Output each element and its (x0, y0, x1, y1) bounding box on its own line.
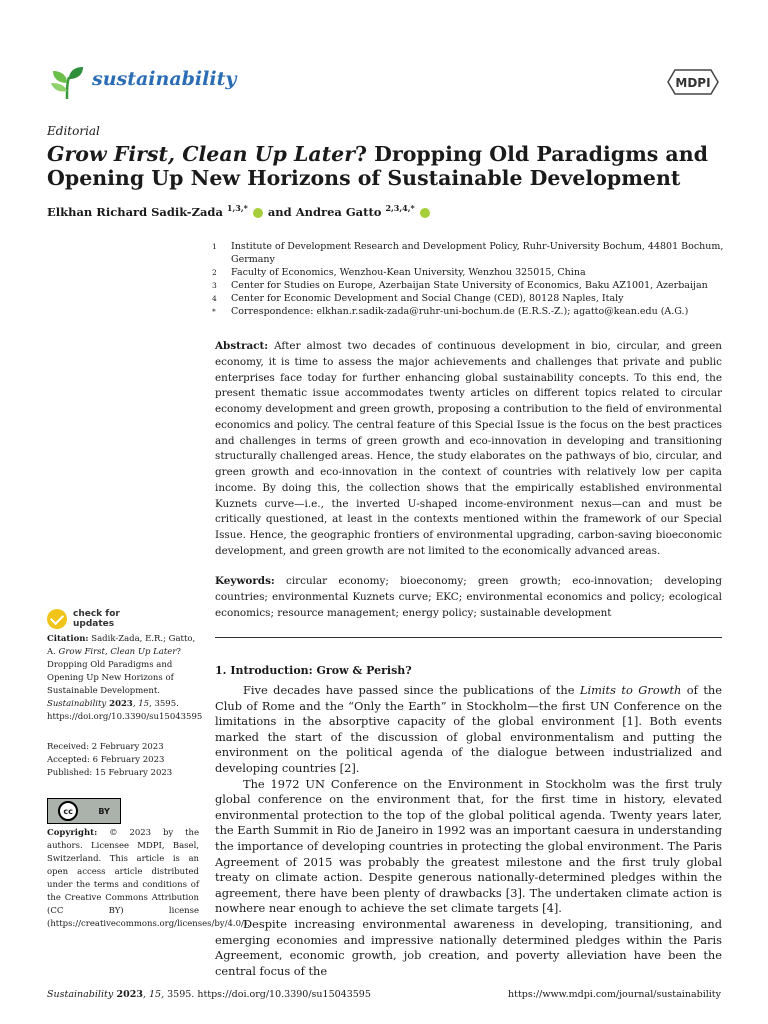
footer-citation[interactable]: Sustainability 2023, 15, 3595. https://doi.org/10.3390/su15043595 (47, 989, 371, 1000)
journal-leaf-logo (47, 63, 87, 103)
title-rest: ? Dropping Old Paradigms and Opening Up New Horizons of Sustainable Development (47, 142, 708, 190)
author-join: and (267, 204, 296, 219)
author-1[interactable]: Elkhan Richard Sadik-Zada (47, 204, 223, 219)
abstract-text: After almost two decades of continuous development in bio, circular, and green economy, it is time to assess the major achievements and challenges that private and public enterprises face today for further enhancing global sustainability concepts. To this end, the present thematic issue accommodates twenty articles on different topics related to circular economy development and green growth, proposing a contribution to the field of environmental economics and policy. The central feature of this Special Issue is the focus on the best practices and challenges in terms of green growth and eco-innovation in developing and transitioning structurally challenged areas. Hence, the study elaborates on the pathways of bio, circular, and green growth and eco-innovation in the context of countries with relatively low per capita income. By doing this, the collection shows that the empirically established environmental Kuznets curve—i.e., the inverted U-shaped income-environment nexus—can and must be critically questioned, at least in the contexts mentioned within the framework of our Special Issue. Hence, the geographic frontiers of environmental upgrading, carbon-saving bioeconomic development, and green growth are not limited to the economically advanced areas. (215, 340, 722, 557)
paragraph: Five decades have passed since the publications of the Limits to Growth of the Club of Rome and the “Only the Earth” in Stockholm—the first UN Conference on the limitations in the absorptive capacity of the global environment [1]. Both events marked the start of the discussion of global environmentalism and putting the environment on the political agenda of the dialogue between industrialized and developing countries [2]. (215, 683, 722, 775)
article-type: Editorial (47, 124, 100, 138)
orcid-icon[interactable] (253, 208, 263, 218)
abstract (215, 339, 722, 560)
accepted-date: Accepted: 6 February 2023 (47, 755, 165, 765)
keywords-text: circular economy; bioeconomy; green growth; eco-innovation; developing countries; environmental Kuznets curve; EKC; environmental economics and policy; ecological economics; resource management; energy policy; sustainable development (215, 575, 722, 619)
cc-icon: cc (58, 801, 78, 821)
affiliation-item: 2 Faculty of Economics, Wenzhou-Kean University, Wenzhou 325015, China (212, 267, 586, 278)
paragraph: Despite increasing environmental awareness in developing, transitioning, and emerging economies and impressive nationally determined pledges within the Paris Agreement, economic growth, job creation, and poverty alleviation have been the central focus of the (215, 916, 722, 978)
received-date: Received: 2 February 2023 (47, 742, 164, 752)
check-icon (47, 609, 67, 629)
affiliation-item: 3 Center for Studies on Europe, Azerbaijan State University of Economics, Baku AZ1001, Azerbaijan (212, 280, 708, 291)
article-title (47, 142, 737, 190)
citation: Citation: Sadik-Zada, E.R.; Gatto, A. Grow First, Clean Up Later? Dropping Old Paradigms and Opening Up New Horizons of Sustainable Development. Sustainability 2023, 15, 3595. https://doi.org/10.3390/su15043595 (47, 634, 203, 722)
mdpi-logo[interactable] (667, 69, 719, 95)
author-2[interactable]: Andrea Gatto (295, 204, 382, 219)
orcid-icon[interactable] (420, 208, 430, 218)
body-text (215, 683, 722, 979)
title-italic-part: Grow First, Clean Up Later (47, 142, 356, 166)
section-heading: 1. Introduction: Grow & Perish? (215, 664, 412, 677)
affiliation-item: 1 Institute of Development Research and Development Policy, Ruhr-University Bochum, 44801 Bochum, Germany (212, 241, 724, 265)
author-2-affil: 2,3,4,* (385, 203, 415, 213)
published-date: Published: 15 February 2023 (47, 768, 173, 778)
by-icon: BY (98, 806, 110, 816)
citation-doi[interactable]: 3595. https://doi.org/10.3390/su15043595 (47, 699, 203, 722)
affiliations (212, 240, 732, 318)
mdpi-logo-text: MDPI (675, 76, 711, 90)
section-divider (215, 637, 722, 638)
author-list (47, 203, 431, 219)
correspondence[interactable]: * Correspondence: elkhan.r.sadik-zada@ruhr-uni-bochum.de (E.R.S.-Z.); agatto@kean.edu (A.G.) (212, 306, 689, 317)
author-1-affil: 1,3,* (226, 203, 248, 213)
paragraph: The 1972 UN Conference on the Environment in Stockholm was the first truly global conference on the environment that, for the first time in history, elevated environmental protection to the top of the global political agenda. Twenty years later, the Earth Summit in Rio de Janeiro in 1992 was an important caesura in understanding the importance of developing countries in protecting the global environment. The Paris Agreement of 2015 was probably the greatest milestone and the first truly global treaty on climate action. Despite generous nationally-determined pledges within the agreement, there have been plenty of drawbacks [3]. The undertaken climate action is nowhere near enough to achieve the set climate targets [4]. (215, 776, 722, 916)
abstract-label: Abstract: (215, 340, 269, 352)
affiliation-item: 4 Center for Economic Development and Social Change (CED), 80128 Naples, Italy (212, 293, 624, 304)
check-for-updates-button[interactable]: check for updates (47, 605, 197, 633)
footer-journal-url[interactable]: https://www.mdpi.com/journal/sustainability (508, 989, 721, 1000)
publication-dates (47, 741, 199, 780)
keywords-label: Keywords: (215, 575, 275, 587)
copyright: Copyright: © 2023 by the authors. Licensee MDPI, Basel, Switzerland. This article is an open access article distributed under the terms and conditions of the Creative Commons Attribution (CC BY) license (https://creativecommons.org/licenses/by/4.0/). (47, 828, 250, 929)
journal-name[interactable]: sustainability (92, 68, 237, 90)
cc-by-license-badge[interactable] (47, 798, 121, 824)
keywords (215, 574, 722, 621)
